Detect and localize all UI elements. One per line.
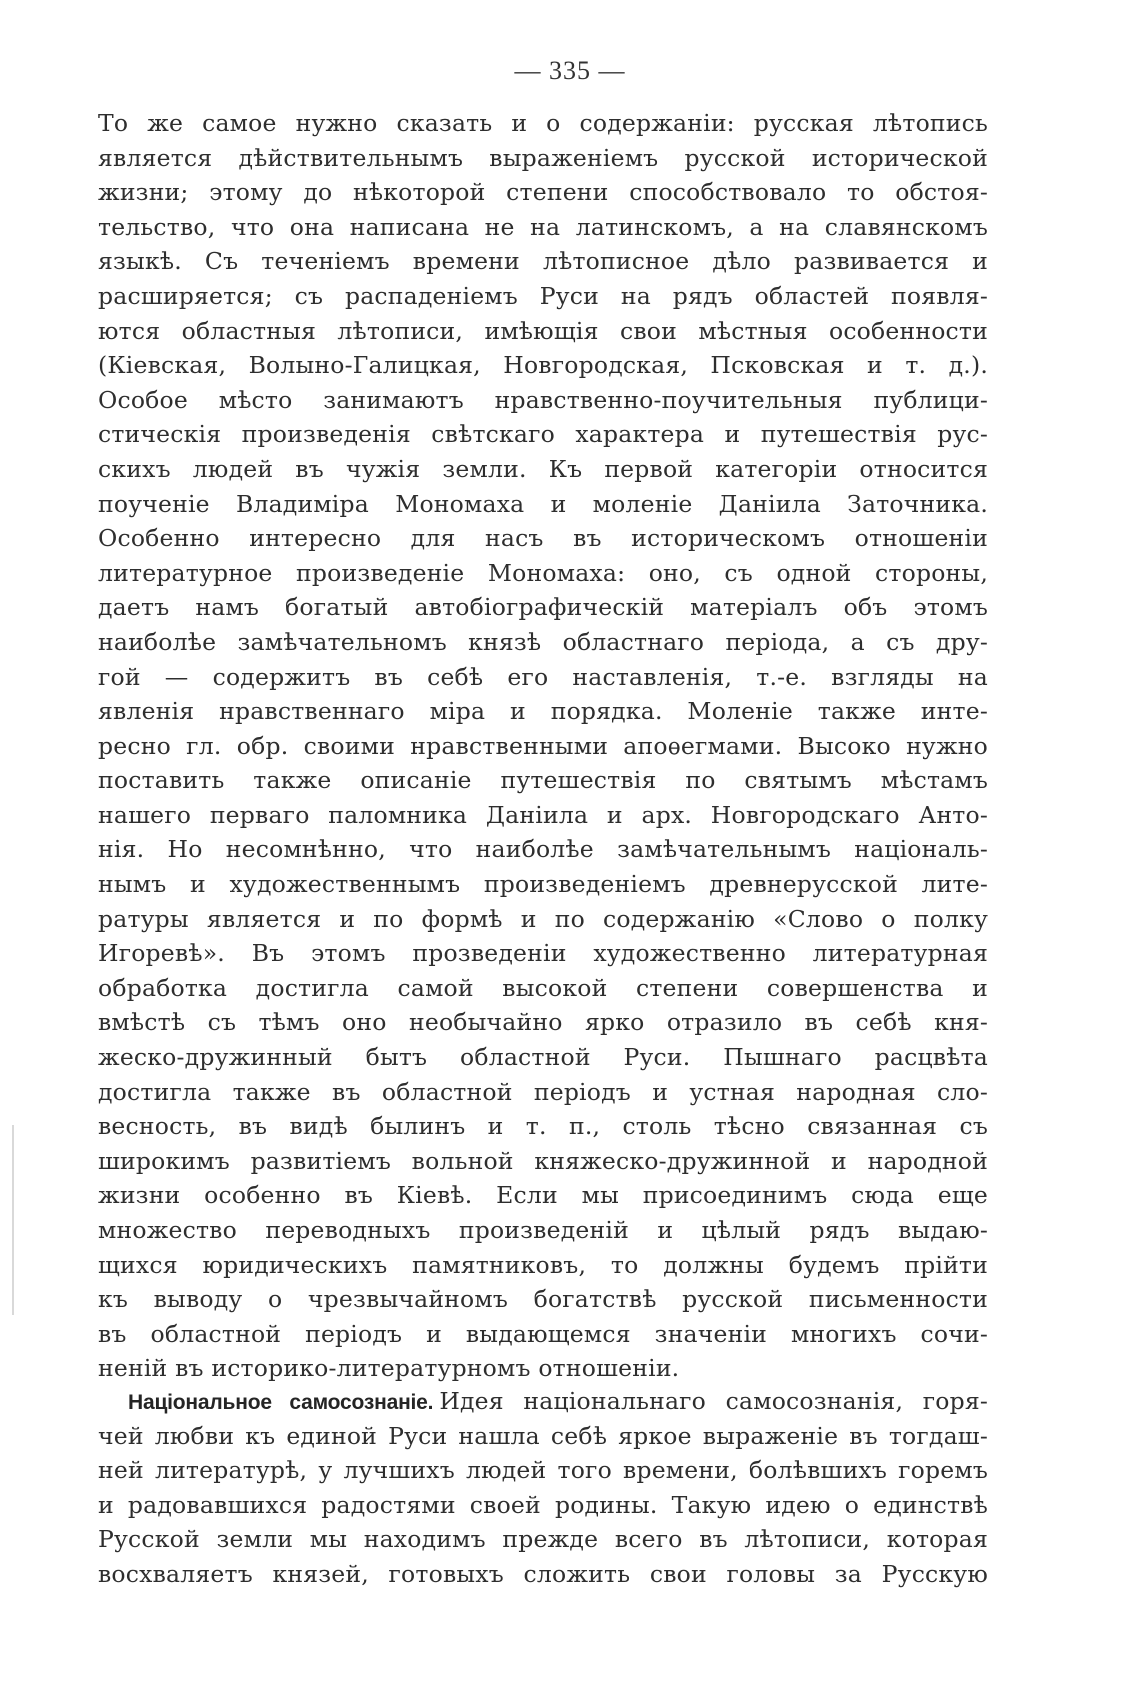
paragraph-national-self-awareness — [98, 1384, 988, 1592]
text-line: литературное произведеніе Мономаха: оно, съ одной стороны, — [98, 558, 988, 587]
text-line: ней литературѣ, у лучшихъ людей того времени, болѣвшихъ горемъ — [98, 1456, 988, 1485]
text-line: ратуры является и по формѣ и по содержанію «Слово о полку — [98, 904, 988, 933]
text-line: жеско-дружинный бытъ областной Руси. Пышнаго расцвѣта — [98, 1043, 988, 1072]
text-line: къ выводу о чрезвычайномъ богатствѣ русской письменности — [98, 1285, 988, 1314]
text-line-last: неній въ историко-литературномъ отношеніи. — [98, 1354, 680, 1383]
text-line: поученіе Владиміра Мономаха и моленіе Даніила Заточника. — [98, 489, 988, 518]
text-line: скихъ людей въ чужія земли. Къ первой категоріи относится — [98, 454, 988, 483]
text-line: широкимъ развитіемъ вольной княжеско-дружинной и народной — [98, 1146, 988, 1175]
scan-edge-mark — [12, 1125, 14, 1315]
text-line: достигла также въ областной періодъ и устная народная сло- — [98, 1077, 988, 1106]
text-line: Игоревѣ». Въ этомъ прозведеніи художественно литературная — [98, 939, 988, 968]
text-line: стическія произведенія свѣтскаго характера и путешествія рус- — [98, 420, 988, 449]
text-line: жизни; этому до нѣкоторой степени способствовало то обстоя- — [98, 178, 988, 207]
text-line: жизни особенно въ Кіевѣ. Если мы присоединимъ сюда еще — [98, 1181, 988, 1210]
text-line: гой — содержитъ въ себѣ его наставленія, т.-е. взгляды на — [98, 662, 988, 691]
heading-line-rest: Идея національнаго самосознанія, горя- — [439, 1387, 989, 1415]
text-line: нымъ и художественнымъ произведеніемъ древнерусской лите- — [98, 870, 988, 899]
text-line-first — [98, 1384, 988, 1419]
text-line: ются областныя лѣтописи, имѣющія свои мѣстныя особенности — [98, 316, 988, 345]
text-line: множество переводныхъ произведеній и цѣлый рядъ выдаю- — [98, 1216, 988, 1244]
text-line: является дѣйствительнымъ выраженіемъ русской исторической — [98, 143, 988, 172]
text-line: щихся юридическихъ памятниковъ, то должны будемъ прійти — [98, 1250, 988, 1279]
text-line: и радовавшихся радостями своей родины. Такую идею о единствѣ — [98, 1490, 988, 1519]
text-line: нашего перваго паломника Даніила и арх. Новгородскаго Анто- — [98, 800, 988, 829]
text-line: языкѣ. Съ теченіемъ времени лѣтописное дѣло развивается и — [98, 247, 988, 276]
text-line: поставить также описаніе путешествія по святымъ мѣстамъ — [98, 766, 988, 795]
text-line: чей любви къ единой Руси нашла себѣ яркое выраженіе въ тогдаш- — [98, 1421, 988, 1450]
text-line: наиболѣе замѣчательномъ князѣ областнаго періода, а съ дру- — [98, 627, 988, 656]
text-line: обработка достигла самой высокой степени совершенства и — [98, 973, 988, 1002]
text-line: (Кіевская, Волыно-Галицкая, Новгородская, Псковская и т. д.). — [98, 351, 988, 380]
page-number: — 335 — — [514, 56, 626, 85]
text-line: Особенно интересно для насъ въ историческомъ отношеніи — [98, 524, 988, 553]
text-line: Русской земли мы находимъ прежде всего въ лѣтописи, которая — [98, 1525, 988, 1554]
text-line: въ областной періодъ и выдающемся значеніи многихъ сочи- — [98, 1319, 988, 1348]
text-line: То же самое нужно сказать и о содержаніи: русская лѣтопись — [98, 109, 988, 137]
text-line: ресно гл. обр. своими нравственными апоѳегмами. Высоко нужно — [98, 731, 988, 760]
text-line: весность, въ видѣ былинъ и т. п., столь тѣсно связанная съ — [98, 1112, 988, 1141]
text-line: даетъ намъ богатый автобіографическій матеріалъ объ этомъ — [98, 593, 988, 622]
text-line: вмѣстѣ съ тѣмъ оно необычайно ярко отразило въ себѣ кня- — [98, 1008, 988, 1037]
text-line: тельство, что она написана не на латинскомъ, а на славянскомъ — [98, 212, 988, 241]
text-line: нія. Но несомнѣнно, что наиболѣе замѣчательнымъ національ- — [98, 835, 988, 864]
text-line: расширяется; съ распаденіемъ Руси на рядъ областей появля- — [98, 281, 988, 310]
text-line: явленія нравственнаго міра и порядка. Моленіе также инте- — [98, 697, 988, 726]
paragraph-main — [98, 106, 988, 1386]
section-heading: Національное самосознаніе. — [128, 1391, 434, 1414]
text-line: Особое мѣсто занимаютъ нравственно-поучительныя публици- — [98, 385, 988, 414]
text-line: восхваляетъ князей, готовыхъ сложить свои головы за Русскую — [98, 1559, 988, 1588]
